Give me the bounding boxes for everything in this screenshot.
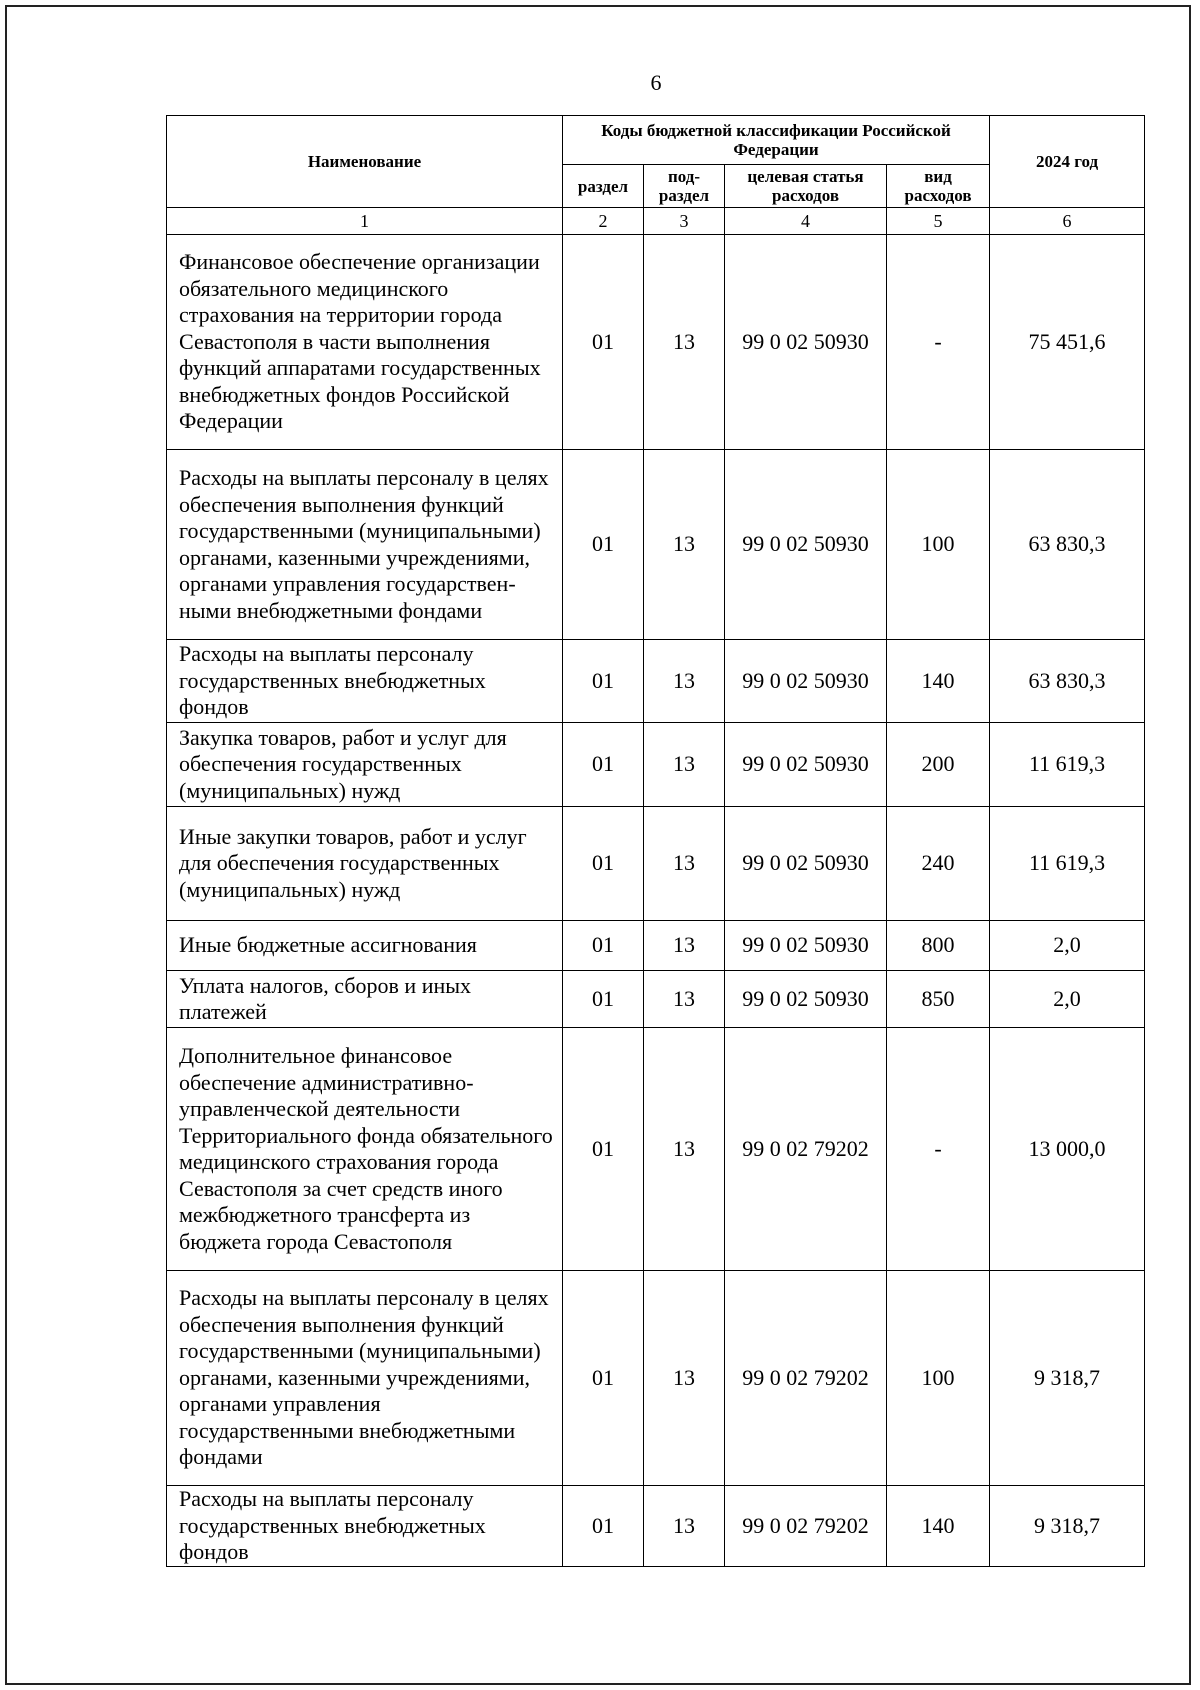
row-amount: 11 619,3 <box>990 807 1145 921</box>
row-razdel: 01 <box>563 807 644 921</box>
row-razdel: 01 <box>563 723 644 807</box>
row-razdel: 01 <box>563 971 644 1028</box>
row-podrazdel: 13 <box>644 921 725 971</box>
column-number: 3 <box>644 208 725 235</box>
row-vid: 850 <box>887 971 990 1028</box>
row-tselevaya: 99 0 02 50930 <box>725 723 887 807</box>
row-name: Расходы на выплаты персоналу в целях обеспечения выполнения функций государственными (муниципальными) органами, казенными учреждениями, органами управления государствен-ными внебюджетными фондами <box>167 450 563 640</box>
row-tselevaya: 99 0 02 79202 <box>725 1271 887 1486</box>
row-name: Расходы на выплаты персоналу государственных внебюджетных фондов <box>167 1486 563 1567</box>
row-amount: 9 318,7 <box>990 1271 1145 1486</box>
table-row <box>167 1271 1145 1486</box>
table-row <box>167 971 1145 1028</box>
row-amount: 63 830,3 <box>990 640 1145 723</box>
row-podrazdel: 13 <box>644 971 725 1028</box>
table-row <box>167 235 1145 450</box>
row-vid: 140 <box>887 1486 990 1567</box>
row-name: Расходы на выплаты персоналу государственных внебюджетных фондов <box>167 640 563 723</box>
row-vid: 100 <box>887 1271 990 1486</box>
header-vid: вид расходов <box>887 165 990 208</box>
row-podrazdel: 13 <box>644 1028 725 1271</box>
table-row <box>167 807 1145 921</box>
header-tselevaya: целевая статья расходов <box>725 165 887 208</box>
row-name: Иные бюджетные ассигнования <box>167 921 563 971</box>
row-razdel: 01 <box>563 1486 644 1567</box>
row-podrazdel: 13 <box>644 640 725 723</box>
row-vid: - <box>887 235 990 450</box>
row-name: Финансовое обеспечение организации обязательного медицинского страхования на территории города Севастополя в части выполнения функций аппаратами государственных внебюджетных фондов Российской Федерации <box>167 235 563 450</box>
row-vid: 100 <box>887 450 990 640</box>
page-number: 6 <box>650 70 662 95</box>
row-podrazdel: 13 <box>644 1486 725 1567</box>
row-podrazdel: 13 <box>644 723 725 807</box>
row-amount: 75 451,6 <box>990 235 1145 450</box>
row-vid: - <box>887 1028 990 1271</box>
column-number: 1 <box>167 208 563 235</box>
row-vid: 140 <box>887 640 990 723</box>
header-codes-group: Коды бюджетной классификации Российской Федерации <box>563 116 990 165</box>
row-podrazdel: 13 <box>644 235 725 450</box>
row-amount: 9 318,7 <box>990 1486 1145 1567</box>
row-vid: 240 <box>887 807 990 921</box>
row-razdel: 01 <box>563 1028 644 1271</box>
header-year: 2024 год <box>990 116 1145 208</box>
row-vid: 800 <box>887 921 990 971</box>
table-row <box>167 921 1145 971</box>
table-row <box>167 1486 1145 1567</box>
row-amount: 13 000,0 <box>990 1028 1145 1271</box>
header-name: Наименование <box>167 116 563 208</box>
row-name: Иные закупки товаров, работ и услуг для обеспечения государственных (муниципальных) нужд <box>167 807 563 921</box>
row-tselevaya: 99 0 02 50930 <box>725 450 887 640</box>
row-razdel: 01 <box>563 640 644 723</box>
table-row <box>167 1028 1145 1271</box>
row-tselevaya: 99 0 02 79202 <box>725 1028 887 1271</box>
header-podrazdel: под-раздел <box>644 165 725 208</box>
row-razdel: 01 <box>563 1271 644 1486</box>
column-number-row <box>167 208 1145 235</box>
row-razdel: 01 <box>563 450 644 640</box>
row-tselevaya: 99 0 02 50930 <box>725 807 887 921</box>
row-tselevaya: 99 0 02 50930 <box>725 971 887 1028</box>
budget-table <box>166 115 1145 1567</box>
row-podrazdel: 13 <box>644 450 725 640</box>
row-name: Закупка товаров, работ и услуг для обеспечения государственных (муниципальных) нужд <box>167 723 563 807</box>
row-amount: 2,0 <box>990 971 1145 1028</box>
row-podrazdel: 13 <box>644 807 725 921</box>
row-vid: 200 <box>887 723 990 807</box>
row-razdel: 01 <box>563 235 644 450</box>
column-number: 4 <box>725 208 887 235</box>
row-name: Уплата налогов, сборов и иных платежей <box>167 971 563 1028</box>
row-tselevaya: 99 0 02 50930 <box>725 921 887 971</box>
row-amount: 2,0 <box>990 921 1145 971</box>
row-amount: 63 830,3 <box>990 450 1145 640</box>
table-row <box>167 723 1145 807</box>
row-razdel: 01 <box>563 921 644 971</box>
header-razdel: раздел <box>563 165 644 208</box>
column-number: 5 <box>887 208 990 235</box>
row-tselevaya: 99 0 02 50930 <box>725 235 887 450</box>
row-name: Расходы на выплаты персоналу в целях обеспечения выполнения функций государственными (муниципальными) органами, казенными учреждениями, органами управления государственными внебюджетными фондами <box>167 1271 563 1486</box>
row-podrazdel: 13 <box>644 1271 725 1486</box>
row-amount: 11 619,3 <box>990 723 1145 807</box>
row-tselevaya: 99 0 02 50930 <box>725 640 887 723</box>
row-name: Дополнительное финансовое обеспечение административно-управленческой деятельности Территориального фонда обязательного медицинского страхования города Севастополя за счет средств иного межбюджетного трансферта из бюджета города Севастополя <box>167 1028 563 1271</box>
table-row <box>167 640 1145 723</box>
row-tselevaya: 99 0 02 79202 <box>725 1486 887 1567</box>
column-number: 6 <box>990 208 1145 235</box>
table-row <box>167 450 1145 640</box>
column-number: 2 <box>563 208 644 235</box>
